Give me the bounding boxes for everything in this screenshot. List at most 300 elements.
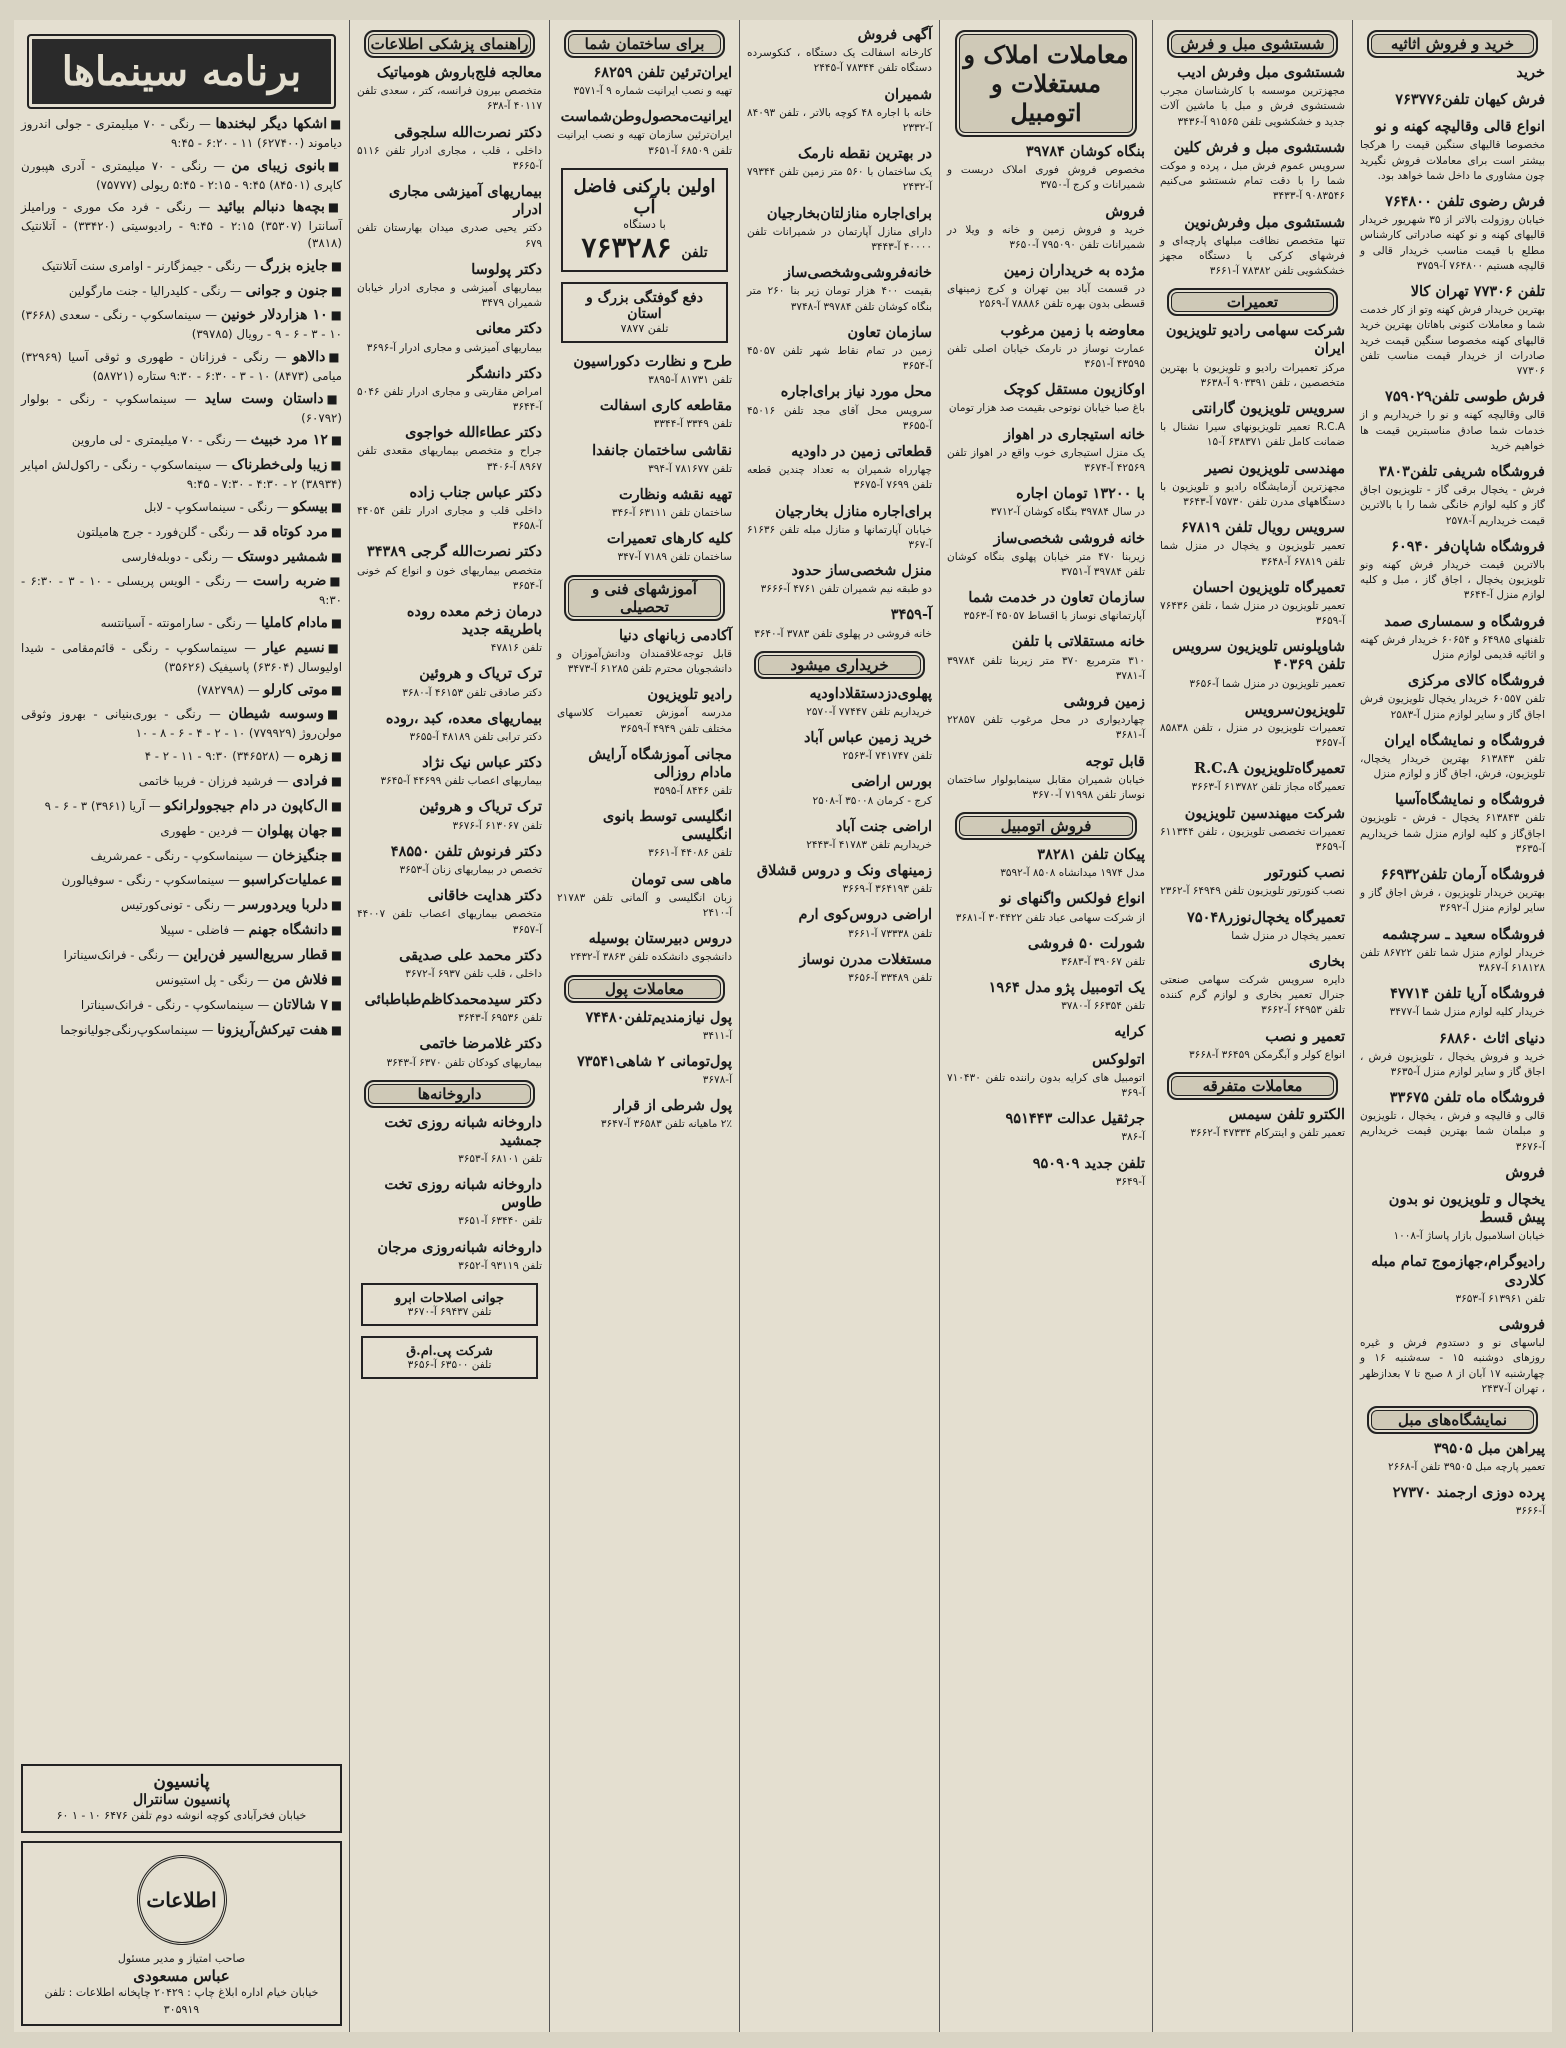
ad-title: معالجه فلج‌باروش هومیاتیک (376, 64, 542, 81)
ad-title: خانه فروشی شخصی‌ساز (993, 529, 1145, 547)
ad-title: ماهی سی تومان (631, 870, 732, 888)
classified-ad (1360, 193, 1545, 274)
bullet-icon: ■ (330, 798, 342, 813)
film-details: رنگی - گلن‌فورد - جرج هامیلتون (76, 524, 234, 539)
company-box (361, 1336, 538, 1379)
classified-ad (1160, 322, 1345, 391)
ad-title: دکتر معانی (475, 320, 542, 338)
ad-title: فرش طوسی تلفن۷۵۹۰۲۹ (1385, 388, 1545, 406)
ad-title: پیراهن مبل ۳۹۵۰۵ (1433, 1439, 1545, 1457)
section-header-buying: خریداری میشود (754, 651, 924, 679)
ad-title: درمان زخم معده روده باطریقه جدید (406, 602, 542, 639)
company-box-body: تلفن ۶۳۵۰۰ آ-۳۶۵۶ (407, 1359, 492, 1372)
film-details: رنگی - کلیدرالیا - جنت مارگولین (68, 283, 227, 298)
ad-body: آ-۳۶۴۹ (1115, 1175, 1145, 1188)
bullet-icon: ■ (330, 823, 342, 838)
ad-body: عمارت نوساز در نارمک خیابان اصلی تلفن ۴۳۵۹۵ آ-۳۶۵۱ (947, 342, 1145, 371)
bullet-icon: ■ (327, 640, 343, 655)
ad-body: مدل ۱۹۷۴ میدانشاه ۸۵۰۸ آ-۳۵۹۲ (1000, 867, 1145, 880)
film-details: رنگی - ۷۰ میلیمتری - آدری هپبورن کاپری (۸۴۵۰۱) ۹:۴۵ - ۲:۱۵ - ۵:۴۵ ریولی (۷۵۷۷۷) (21, 158, 342, 192)
bullet-icon: ■ (330, 433, 342, 448)
ad-title: دکتر پولوسا (471, 260, 542, 278)
ad-title: سرویس تلویزیون گارانتی (1191, 400, 1345, 418)
ad-body: تلفن ۳۳۴۸۹ آ-۳۶۵۶ (848, 971, 932, 984)
construction-ads (557, 64, 732, 159)
ad-title: مهندسی تلویزیون نصیر (1204, 459, 1345, 477)
ad-title: داروخانه شبانه روزی تخت جمشید (384, 1113, 542, 1149)
ad-body: نصب کنورتور تلویزیون تلفن ۶۴۹۴۹ آ-۲۳۶۲ (1160, 885, 1345, 898)
ad-title: خرید (1516, 64, 1545, 81)
classified-ad (557, 1053, 732, 1088)
film-title: ال‌کاپون در دام جیجوولرانکو (164, 797, 328, 814)
classified-ad (1360, 1484, 1545, 1519)
classified-ad (357, 1035, 542, 1070)
ad-body: تعمیر تلویزیون در منزل شما ، تلفن ۷۶۴۳۶ آ-۳۶۵۹ (1160, 599, 1345, 628)
ad-title: فروشی (1498, 1315, 1545, 1333)
ad-title: زمین فروشی (1063, 692, 1145, 710)
classified-ad (1360, 283, 1545, 379)
section-header-medical: راهنمای پزشکی اطلاعات (364, 30, 534, 58)
film-listing: ■۱۲ مرد خبیث — رنگی - ۷۰ میلیمتری - لی ماروین (71, 432, 342, 449)
ad-title: دنیای اثاث ۶۸۸۶۰ (1439, 1029, 1545, 1047)
classified-ad (1360, 118, 1545, 184)
ad-body: آ-۳۴۱۱ (702, 1029, 732, 1042)
classified-ad (557, 530, 732, 565)
ad-title: اتولوکس (1092, 1050, 1145, 1068)
ad-body: دایره سرویس شرکت سهامی صنعتی جنرال تعمیر بخاری و لوازم گرم کننده تلفن ۶۴۹۵۳ آ-۳۶۶۲ (1160, 974, 1345, 1017)
ad-title: پول نیازمندیم‌تلفن۷۴۴۸۰ (585, 1008, 732, 1026)
ad-body: در قسمت آباد بین تهران و کرج زمینهای قسطی بدون بهره تلفن ۷۸۸۸۶ آ-۲۵۶۹ (947, 283, 1145, 311)
classified-ad (1160, 519, 1345, 570)
film-listing: ■بانوی زیبای من — رنگی - ۷۰ میلیمتری - آدری هپبورن کاپری (۸۴۵۰۱) ۹:۴۵ - ۲:۱۵ - ۵:۴۵ ریولی (۷۵۷۷۷) (21, 157, 343, 192)
film-title: وسوسه شیطان (228, 706, 325, 723)
column-cinema (14, 20, 349, 2032)
classified-ad (1160, 701, 1345, 752)
film-listing: ■داستان وست ساید — سینماسکوپ - رنگی - بولوار (۶۰۷۹۲) (21, 390, 343, 425)
film-details: سینماسکوپ - رنگی - سعدی (۳۶۶۸) ۱۰ - ۳ - ۶ - ۹ - رویال (۳۹۷۸۵) (21, 308, 342, 342)
classified-ad (747, 383, 932, 434)
film-details: رنگی - پل استیونس (155, 972, 254, 987)
film-listing: ■وسوسه شیطان — رنگی - بوری‌بنیانی - بهروز وثوقی مولن‌روژ (۷۷۹۹۲۹) ۱۰ - ۲ - ۴ - ۶ - ۸ - ۱۰ (21, 706, 343, 741)
section-header-cleaning: شستشوی مبل و فرش (1167, 30, 1337, 58)
section-header-repairs: تعمیرات (1167, 288, 1337, 316)
ad-body: مخصوصا قالیهای سنگین قیمت را هرکجا بیشتر است برای معاملات فروش نگیرید چون مشاوری ما داخل شما خواهد بود. (1360, 139, 1545, 182)
ad-body: مخصوص فروش فوری املاک دربست و شمیرانات و کرج آ-۳۷۵۰ (947, 164, 1145, 192)
bullet-icon: ■ (330, 972, 342, 987)
ad-body: زمین در تمام نقاط شهر تلفن ۴۵۰۵۷ آ-۳۶۵۴ (747, 344, 932, 373)
ad-title: قطعاتی زمین در داودیه (791, 442, 932, 460)
ad-body: بالاترین قیمت خریدار فرش کهنه ونو تلویزیون یخچال ، اجاق گاز ، مبل و کلیه لوازم منزل آ-۳۶۴۴ (1360, 558, 1545, 602)
ad-title: برای‌اجاره منازل بخارجیان (775, 502, 932, 520)
cinema-bottom-boxes (21, 1756, 342, 2026)
ad-title: پهلوی‌دزدستقلاداودیه (809, 684, 932, 702)
ad-title: قابل توجه (1085, 752, 1145, 770)
ad-title: یک اتومبیل پژو مدل ۱۹۶۴ (988, 979, 1145, 997)
classified-ad (357, 991, 542, 1026)
film-listing: ■جنگیزخان — سینماسکوپ - رنگی - عمرشریف (90, 847, 342, 864)
classified-ad (1160, 805, 1345, 856)
film-listing: ■هفت تیرکش‌آریزونا — سینماسکوپ‌رنگی‌جولیانوجما (60, 1021, 342, 1038)
film-details: سینماسکوپ - رنگی - عمرشریف (90, 848, 253, 863)
ad-body: باغ صبا خیابان نوتوحی بقیمت صد هزار تومان (948, 402, 1145, 415)
ad-body: دکتر یحیی صدری میدان بهارستان تلفن ۶۷۹ (357, 222, 542, 250)
ad-body: تلفن ۳۶۴۱۹۳ آ-۳۶۶۹ (842, 883, 932, 896)
classified-ad (747, 324, 932, 375)
ad-title: دکتر سید‌محمد‌کاظم‌طباطبائی (364, 991, 542, 1009)
classified-ad (747, 951, 932, 986)
classified-ad (1160, 214, 1345, 280)
film-listing: ■زهره — (۳۴۶۵۲۸) ۹:۳۰ - ۱۱ - ۲ - ۴ (144, 748, 342, 764)
classified-ad (747, 86, 932, 137)
film-title: بیسکو (292, 498, 328, 515)
section-header-real-estate: معاملات املاک و مستغلات و اتومبیل (955, 30, 1137, 137)
classified-ad (947, 530, 1145, 581)
furniture-ads (1360, 1440, 1545, 1520)
ad-title: دکتر عطاءالله خواجوی (405, 424, 542, 442)
ad-body: تلفن ۶۱۳۸۴۳ بهترین خریدار یخچال، تلویزیون، فرش، اجاق گاز و لوازم منزل (1360, 752, 1545, 781)
ad-body: زبان انگلیسی و آلمانی تلفن ۲۱۷۸۳ آ-۲۴۱۰ (557, 891, 732, 920)
classified-ad (1360, 791, 1545, 857)
ad-title: کلیه کارهای تعمیرات (606, 530, 732, 548)
bullet-icon: ■ (330, 948, 342, 962)
film-title: شمشیر دوستک (237, 548, 328, 565)
classified-ad (947, 935, 1145, 970)
ad-body: بقیمت ۴۰۰ هزار تومان زیر بنا ۲۶۰ متر بنگاه کوشان تلفن ۳۹۷۸۴ آ-۳۷۴۸ (747, 285, 932, 313)
classified-ad (747, 145, 932, 196)
bullet-icon: ■ (330, 117, 343, 131)
classified-ad (557, 746, 732, 799)
ad-body: بیماریهای اعصاب تلفن ۴۴۶۹۹ آ-۳۶۴۵ (380, 775, 542, 788)
ad-body: فرش - یخچال برقی گاز - تلویزیون اجاق گاز و کلیه لوازم خانگی شما را با بالاترین قیمت خریداریم آ-۲۵۷۸ (1360, 484, 1545, 527)
ad-body: متخصص بیماریهای اعصاب تلفن ۴۴۰۰۷ آ-۳۶۵۷ (357, 908, 542, 936)
film-listing: ■مرد کوتاه قد — رنگی - گلن‌فورد - جرج هامیلتون (76, 523, 342, 540)
classified-ad (357, 843, 542, 878)
classified-ad (557, 808, 732, 861)
film-title: ۱۲ مرد خبیث (250, 432, 328, 449)
film-title: بانوی زیبای من (231, 157, 326, 174)
real-estate-ads-2 (747, 26, 932, 642)
ad-body: در سال ۳۹۷۸۴ بنگاه کوشان آ-۳۷۱۲ (990, 506, 1145, 519)
ad-body: کرج - کرمان ۳۵۰۰۸ آ-۲۵۰۸ (812, 794, 932, 807)
ad-body: ایران‌ترئین سازمان تهیه و نصب ایرانیت تلفن ۶۸۵۰۹ آ-۳۶۵۱ (557, 129, 732, 157)
film-details: سینماسکوپ‌رنگی‌جولیانوجما (60, 1022, 198, 1037)
ad-body: خانه فروشی در پهلوی تلفن ۳۷۸۳ آ-۳۶۴۰ (754, 627, 932, 640)
education-ads (557, 627, 732, 966)
classified-ad (357, 1114, 542, 1167)
film-title: زیبا ولی‌خطرناک (231, 457, 328, 474)
ad-body: متخصص بیماریهای خون و انواع کم خونی آ-۳۶۵۴ (357, 564, 542, 592)
pension-name: پانسیون سانترال (132, 1792, 231, 1808)
boxed-ad-insulation (561, 282, 728, 343)
film-listing: ■ضربه راست — رنگی - الویس پریسلی - ۱۰ - ۳ - ۶:۳۰ - ۹:۳۰ (21, 573, 342, 608)
ad-title: فروش (1505, 1163, 1545, 1181)
classified-ad (747, 773, 932, 808)
boxed-ad-drain (561, 168, 728, 272)
classified-ad (557, 353, 732, 388)
ad-body: خریداریم تلفن ۷۷۴۴۷ آ-۲۵۷۰ (806, 705, 932, 718)
bullet-icon: ■ (328, 350, 342, 364)
ad-title: مجانی آموزشگاه آرایش مادام روزالی (588, 745, 732, 781)
ad-body: تنها متخصص نظافت مبلهای پارچه‌ای و فرشهای کرکی با دستگاه مجهز خشکشویی تلفن ۷۸۳۸۲ آ-۳۶۶۱ (1160, 234, 1345, 278)
film-title: جایزه بزرگ (260, 257, 328, 274)
ad-body: تلفن ۷۳۳۳۸ آ-۳۶۶۱ (848, 927, 932, 940)
classified-ad (1360, 463, 1545, 529)
classified-ad (947, 203, 1145, 254)
classified-ad (1360, 64, 1545, 82)
ad-title: داروخانه شبانه روزی تخت طاوس (384, 1176, 542, 1212)
film-title: جنون و جوانی (245, 282, 328, 299)
ad-title: نصب کنورتور (1264, 864, 1345, 882)
film-listing: ■بچه‌ها دنبالم بیائید — رنگی - فرد مک موری - ورامیلز آسانترا (۳۵۳۰۷) ۲:۱۵ - ۹:۴۵ - رادیوسیتی (۳۳۴۲۰) - آتلانتیک (۳۸۱۸) (21, 199, 342, 250)
film-title: فرادی (292, 772, 328, 789)
ad-title: زمینهای ونک و دروس قشلاق (756, 862, 932, 880)
ad-title: پرده دوزی ارجمند ۲۷۳۷۰ (1392, 1484, 1545, 1502)
film-details: سینماسکوپ - رنگی - سوفیالورن (61, 873, 225, 888)
ad-title: دکتر فرنوش تلفن ۴۸۵۵۰ (390, 842, 542, 860)
company-box-title: شرکت پی.ام.ق (406, 1344, 493, 1360)
classified-ad (557, 486, 732, 521)
ad-title: محل مورد نیاز برای‌اجاره (780, 383, 932, 401)
cosmetic-box-title: جوانی اصلاحات ابرو (394, 1291, 505, 1307)
classified-ad (1160, 909, 1345, 944)
classified-ad (1160, 579, 1345, 630)
ad-body: دکتر ترابی تلفن ۴۸۱۸۹ آ-۳۶۵۵ (409, 730, 542, 743)
section-header-furniture: نمایشگاه‌های مبل (1367, 1406, 1537, 1434)
classified-ad (1360, 1316, 1545, 1397)
film-listing: ■اشکها دیگر لبخندها — رنگی - ۷۰ میلیمتری - جولی اندروز دیاموند (۶۲۷۴۰۰) ۱۱ - ۶:۲۰ - ۹:۴۵ (21, 116, 343, 150)
film-listing: ■جهان پهلوان — فردین - طهوری (160, 822, 342, 839)
classified-ad (747, 26, 932, 77)
film-details: رنگی - فرانک‌سیناترا (63, 948, 164, 962)
classified-ad (747, 729, 932, 764)
film-title: مرد کوتاه قد (253, 523, 328, 540)
buy-sell-ads (1360, 64, 1545, 1397)
classified-ad (947, 1023, 1145, 1041)
ad-title: شستشوی مبل وفرش‌نوین (1184, 213, 1345, 231)
classified-ad (947, 1155, 1145, 1190)
ad-title: تلویزیون‌سرویس (1244, 700, 1345, 718)
imprint-body: خیابان خیام اداره ابلاغ چاپ : ۲۰۴۲۹ چاپخانه اطلاعات : تلفن ۳۰۵۹۱۹ (44, 1986, 319, 2016)
pharmacy-ads (357, 1114, 542, 1274)
classified-ad (747, 562, 932, 597)
ad-body: خیابان آپارتمانها و منازل مبله تلفن ۶۱۶۳۶ آ-۳۶۷ (747, 523, 932, 551)
classified-ad (1360, 388, 1545, 454)
ad-body: ساختمان تلفن ۷۱۸۹ آ-۳۴۷ (617, 551, 732, 564)
film-title: بچه‌ها دنبالم بیائید (217, 199, 325, 216)
film-details: فردین - طهوری (160, 823, 238, 838)
real-estate-ads (947, 143, 1145, 803)
classified-ad (557, 686, 732, 737)
cosmetic-box (361, 1283, 538, 1326)
classified-ad (947, 143, 1145, 194)
ad-title: مقاطعه کاری اسفالت (599, 397, 732, 415)
classified-ad (947, 1051, 1145, 1102)
film-listing: ■فلاش من — رنگی - پل استیونس (155, 971, 342, 988)
classified-ad (1160, 760, 1345, 795)
classified-ad (357, 603, 542, 656)
ad-title: دکتر دانشگر (467, 364, 542, 382)
ad-body: دانشجوی دانشکده تلفن ۳۸۶۳ آ-۲۴۳۲ (570, 951, 732, 964)
ad-body: داخلی قلب و مجاری ادرار تلفن ۴۴۰۵۴ آ-۳۶۵۸ (357, 504, 542, 533)
film-title: دالاهو (292, 349, 326, 365)
ad-title: بیماریهای معده، کبد ،روده (385, 709, 542, 727)
ad-body: لباسهای نو و دستدوم فرش و غیره روزهای دوشنبه ۱۵ - سه‌شنبه ۱۶ و چهارشنبه ۱۷ آبان از ۸ صبح تا ۷ بعدازظهر ، تهران آ-۲۴۳۷ (1360, 1337, 1546, 1395)
ad-body: مرکز تعمیرات رادیو و تلویزیون با بهترین متخصصین ، تلفن ۹۰۳۳۹۱ آ-۳۶۳۸ (1160, 361, 1345, 389)
ad-title: دکتر محمد علی صدیقی (399, 946, 542, 964)
repair-ads (1160, 322, 1345, 1063)
ad-body: آ-۳۶۷۸ (702, 1074, 732, 1087)
ad-title: پیکان تلفن ۳۸۲۸۱ (1037, 846, 1145, 864)
film-details: رنگی - فرد مک موری - ورامیلز آسانترا (۳۵۳۰۷) ۲:۱۵ - ۹:۴۵ - رادیوسیتی (۳۳۴۲۰) - آتلانتیک (۳۸۱۸) (21, 200, 342, 250)
classified-ad (557, 871, 732, 922)
ad-body: خریدار لوازم منزل شما تلفن ۸۶۷۲۲ تلفن ۶۱۸۱۲۸ آ-۳۸۶۷ (1360, 946, 1545, 974)
ad-body: تخصص در بیماریهای زنان آ-۳۶۵۳ (399, 863, 542, 876)
boxed-ad-title: اولین بارکنی فاضل آب (573, 175, 716, 218)
ad-title: تعمیرگاه‌تلویزیون R.C.A (1194, 760, 1345, 778)
ad-title: پول شرطی از قرار (614, 1097, 732, 1115)
bullet-icon: ■ (330, 616, 342, 630)
ad-body: سرویس محل آقای مجد تلفن ۴۵۰۱۶ آ-۳۶۵۵ (747, 404, 932, 432)
classified-ad (947, 693, 1145, 744)
film-details: (۳۴۶۵۲۸) ۹:۳۰ - ۱۱ - ۲ - ۴ (144, 749, 280, 763)
ad-title: شستشوی مبل وفرش ادیب (1177, 64, 1345, 81)
film-listing: ■دانشگاه جهنم — فاضلی - سپیلا (160, 922, 342, 939)
bullet-icon: ■ (330, 283, 342, 298)
ad-body: تلفنهای ۶۴۹۸۵ و ۶۰۶۵۴ خریدار فرش کهنه و اثاثیه قدیمی لوازم منزل (1360, 633, 1545, 661)
ad-body: تعمیرگاه مجاز تلفن ۶۱۳۷۸۲ آ-۳۶۶۳ (1191, 781, 1345, 794)
classified-ad (357, 320, 542, 355)
bullet-icon: ■ (330, 773, 342, 788)
ad-body: خیابان شمیران مقابل سینمابولوار ساختمان نوساز تلفن ۷۱۹۹۸ آ-۳۶۷۰ (947, 773, 1145, 801)
ad-body: جراح و متخصص بیماریهای مقعدی تلفن ۸۹۶۷ آ-۳۴۰۶ (357, 445, 542, 473)
ad-title: الکترو تلفن سیمس (1228, 1106, 1345, 1124)
classified-ad (947, 890, 1145, 925)
imprint-title: صاحب امتیاز و مدیر مسئول (117, 1951, 246, 1965)
ad-title: پول‌تومانی ۲ شاهی۷۳۵۴۱ (576, 1052, 732, 1070)
classified-ad (947, 1110, 1145, 1145)
ad-body: یک ساختمان با ۵۶۰ متر زمین تلفن ۷۹۳۴۴ آ-۲۴۳۲ (747, 166, 932, 194)
column-cleaning-repairs (1152, 20, 1352, 2032)
film-listing: ■دالاهو — رنگی - فرزانان - طهوری و ثوقی آسیا (۳۲۹۶۹) میامی (۸۴۷۳) ۱۰ - ۳ - ۶:۳۰ - ۹:۳۰ ستاره (۵۸۷۲۱) (21, 349, 342, 383)
ad-title: فروش (1105, 202, 1145, 220)
ad-body: دارای منازل آپارتمان در شمیرانات تلفن ۴۰۰۰۰ آ-۳۴۴۳ (747, 225, 932, 254)
ad-body: اتومبیل های کرایه بدون راننده تلفن ۷۱۰۴۳۰ آ-۳۶۹ (947, 1071, 1145, 1099)
ad-body: بهترین خریدار فرش کهنه وتو از کار خدمت شما و معاملات کنونی باهاتان بهترین خرید قالیهای کهنه مخصوصا سنگین قیمت خرید صادرات از خریدار قیمت مناسب تلفن ۷۷۳۰۶ (1360, 304, 1545, 378)
ad-title: خرید زمین عباس آباد (803, 729, 932, 747)
classified-ad (557, 1009, 732, 1044)
film-title: دانشگاه جهنم (248, 922, 328, 939)
ad-body: خرید و فروش زمین و خانه و ویلا در شمیرانات تلفن ۷۹۵۰۹۰ آ-۳۶۵۰ (947, 223, 1145, 251)
film-details: رنگی - تونی‌کورتیس (120, 898, 220, 913)
imprint-box (21, 1841, 342, 2027)
bullet-icon: ■ (330, 458, 342, 473)
film-listing: ■شمشیر دوستک — رنگی - دوبله‌فارسی (121, 548, 342, 565)
film-details: رنگی - بوری‌بنیانی - بهروز وثوقی مولن‌روژ (۷۷۹۹۲۹) ۱۰ - ۲ - ۴ - ۶ - ۸ - ۱۰ (21, 707, 342, 741)
ad-title: دکتر نصرت‌الله سلجوقی (394, 123, 542, 141)
bullet-icon: ■ (330, 873, 342, 888)
bullet-icon: ■ (330, 997, 342, 1012)
film-details: رنگی - فرزانان - طهوری و ثوقی آسیا (۳۲۹۶۹) میامی (۸۴۷۳) ۱۰ - ۳ - ۶:۳۰ - ۹:۳۰ ستاره (۵۸۷۲۱) (21, 350, 342, 383)
section-header-cinema: برنامه سینماها (27, 34, 335, 109)
ad-body: تعمیرات تخصصی تلویزیون ، تلفن ۶۱۱۳۴۴ آ-۳۶۵۹ (1160, 825, 1345, 853)
ad-title: در بهترین نقطه نارمک (797, 145, 932, 163)
boxed-ad2-title: دفع گوفتگی بزرگ و استان (586, 289, 703, 322)
film-listings (21, 115, 342, 1041)
buying-ads (747, 685, 932, 986)
ad-title: فروشگاه شریفی تلفن۳۸۰۳ (1378, 463, 1545, 481)
ad-body: بیماریهای آمیزشی و مجاری ادرار خیابان شمیران ۳۴۷۹ (357, 281, 542, 310)
bullet-icon: ■ (327, 707, 343, 722)
classified-ad (357, 665, 542, 700)
ad-body: تهیه و نصب ایرانیت شماره ۹ آ-۳۵۷۱ (573, 85, 732, 98)
ad-body: تعمیر تلویزیون و یخچال در منزل شما تلفن ۶۷۸۱۹ آ-۳۶۴۸ (1160, 540, 1345, 568)
classified-ad (1360, 672, 1545, 723)
ad-title: بورس اراضی (851, 773, 932, 791)
ad-body: تلفن ۸۱۷۳۱ آ-۳۸۹۵ (648, 374, 732, 387)
classified-ad (947, 753, 1145, 804)
newspaper-page (14, 20, 1552, 2032)
classified-ad (947, 979, 1145, 1014)
bullet-icon: ■ (329, 574, 342, 589)
ad-body: چهارراه شمیران به تعداد چندین قطعه تلفن ۷۶۹۹ آ-۳۶۷۵ (747, 464, 932, 492)
ad-body: آپارتمانهای نوساز با اقساط ۴۵۰۵۷ آ-۳۵۶۳ (963, 610, 1145, 623)
ad-title: فروشگاه و سمساری صمد (1384, 612, 1545, 630)
ad-title: شرکت سهامی رادیو تلویزیون ایران (1165, 322, 1345, 358)
classified-ad (1360, 732, 1545, 783)
ad-title: شورلت ۵۰ فروشی (1027, 934, 1145, 952)
ad-body: R.C.A تعمیر تلویزیونهای سیرا نشنال با ضمانت کامل تلفن ۶۳۸۳۷۱ آ-۱۵ (1160, 421, 1345, 449)
film-title: زهره (298, 748, 328, 764)
ad-title: رادیو تلویزیون (647, 686, 732, 704)
film-title: اشکها دیگر لبخندها (215, 116, 328, 132)
bullet-icon: ■ (330, 499, 342, 514)
column-construction (549, 20, 739, 2032)
ad-title: شستشوی مبل و فرش کلین (1173, 138, 1345, 156)
ad-body: خیابان روزولت بالاتر از ۳۵ شهریور خریدار قالیهای کهنه و نو کهنه صادراتی کارشناس مطلع با قیمت مناسب خریدار قالی و قالیچه هستیم ۷۶۴۸۰۰ آ-۳۷۵۹ (1360, 214, 1546, 272)
classified-ad (747, 862, 932, 897)
film-title: داستان وست ساید (204, 390, 324, 407)
classified-ad (1360, 1164, 1545, 1182)
ad-title: خانه مستقلاتی با تلفن (1011, 633, 1145, 651)
classified-ad (557, 64, 732, 99)
section-header-buy-sell: خرید و فروش اثاثیه (1367, 30, 1537, 58)
ad-body: دکتر صادقی تلفن ۴۶۱۵۳ آ-۳۶۸۰ (402, 686, 542, 699)
ad-title: دکتر غلامرضا خاتمی (419, 1035, 542, 1053)
classified-ad (1360, 538, 1545, 604)
ad-title: فرش رضوی تلفن ۷۶۴۸۰۰ (1385, 193, 1545, 211)
ad-body: داخلی ، قلب ، مجاری ادرار تلفن ۵۱۱۶ آ-۳۶۶۵ (357, 144, 542, 172)
classified-ad (747, 503, 932, 554)
film-listing: ■نسیم عیار — سینماسکوپ - رنگی - قائم‌مقامی - شیدا اولیوسال (۶۳۶۰۴) پاسیفیک (۳۵۶۲۶) (21, 639, 343, 674)
ad-title: دکتر عباس جناب زاده (409, 483, 542, 501)
ad-body: امراض مقاربتی و مجاری ادرار تلفن ۵۰۴۶ آ-۳۶۴۴ (357, 385, 542, 414)
film-details: سینماسکوپ - رنگی - قائم‌مقامی - شیدا اولیوسال (۶۳۶۰۴) پاسیفیک (۳۵۶۲۶) (21, 640, 342, 674)
medical-ads (357, 64, 542, 1071)
ad-title: ترک تریاک و هروئین (419, 798, 542, 816)
section-header-pharmacy: داروخانه‌ها (364, 1080, 534, 1108)
ad-body: تلفن ۶۱۳۸۴۳ یخچال - فرش - تلویزیون اجاق‌گاز و کلیه لوازم منزل شما خریداریم آ-۳۶۳۵ (1360, 812, 1545, 855)
ad-body: مجهزترین موسسه با کارشناسان مجرب شستشوی فرش و مبل با ماشین آلات جدید و خشکشویی تلفن ۹۱۵۶۵ آ-۳۴۳۶ (1160, 85, 1345, 128)
classified-ad (747, 205, 932, 256)
film-listing: ■جایزه بزرگ — رنگی - جیمزگارنر - اوامری سنت آتلانتیک (41, 257, 342, 274)
bullet-icon: ■ (330, 898, 342, 913)
classified-ad (357, 754, 542, 789)
film-listing: ■ال‌کاپون در دام جیجوولرانکو — آریا (۳۹۶۱) ۳ - ۶ - ۹ (44, 797, 342, 814)
ad-body: خانه با اجاره ۴۸ کوچه بالاتر ، تلفن ۸۴۰۹۳ آ-۲۳۳۲ (747, 106, 932, 134)
classified-ad (1360, 91, 1545, 109)
ad-title: انواع فولکس واگنهای نو (1000, 890, 1145, 908)
film-title: فلاش من (272, 971, 328, 988)
